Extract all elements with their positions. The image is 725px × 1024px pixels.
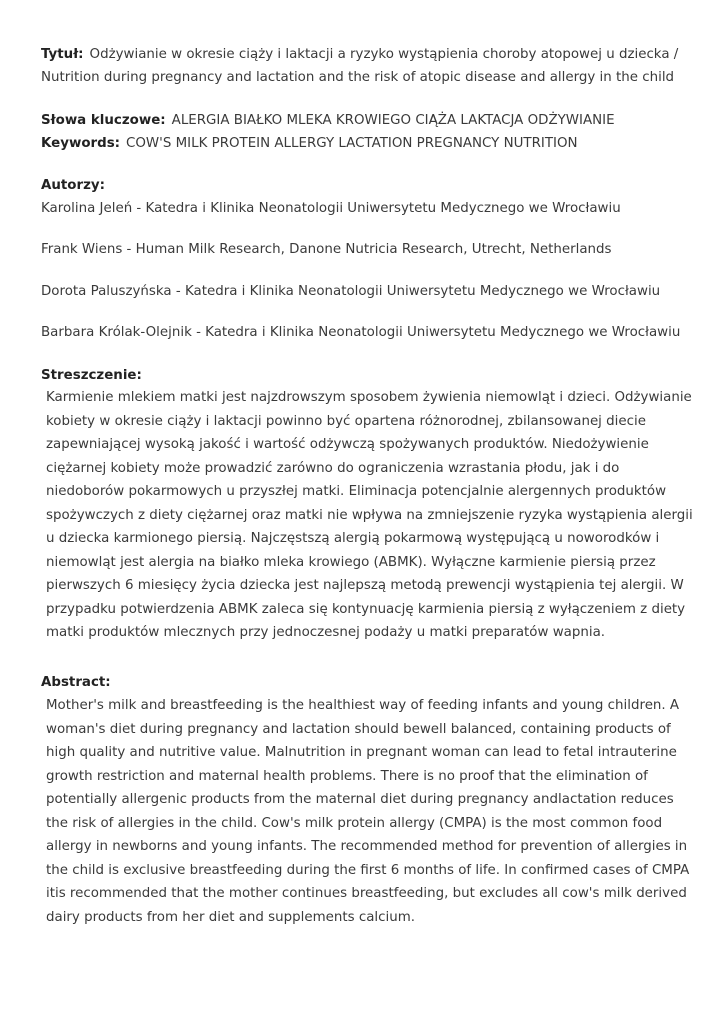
authors-section bbox=[41, 174, 681, 197]
title-text-en: Nutrition during pregnancy and lactation and the risk of atopic disease and allergy in the child bbox=[41, 70, 675, 85]
keywords-pl-label: Słowa kluczowe: bbox=[41, 113, 166, 128]
summary-pl-line: przypadku potwierdzenia ABMK zaleca się kontynuację karmienia piersią z wyłączeniem z diety bbox=[46, 601, 686, 617]
abstract-en-line: the child is exclusive breastfeeding during the first 6 months of life. In confirmed cases of CMPA bbox=[46, 862, 690, 878]
keywords-en-label: Keywords: bbox=[41, 136, 121, 151]
abstract-en-line: Mother's milk and breastfeeding is the healthiest way of feeding infants and young children. A bbox=[46, 698, 680, 713]
keywords-en bbox=[41, 132, 681, 155]
keywords-en-value: COW'S MILK PROTEIN ALLERGY LACTATION PREGNANCY NUTRITION bbox=[126, 136, 578, 151]
abstract-en-line: the risk of allergies in the child. Cow's milk protein allergy (CMPA) is the most common food bbox=[46, 815, 663, 831]
abstract-en-line: growth restriction and maternal health problems. There is no proof that the elimination of bbox=[46, 768, 648, 784]
abstract-en-line: woman's diet during pregnancy and lactation should bewell balanced, containing products of bbox=[46, 721, 671, 737]
summary-pl-heading: Streszczenie: bbox=[41, 368, 142, 383]
keywords-pl-value: ALERGIA BIAŁKO MLEKA KROWIEGO CIĄŻA LAKTACJA ODŻYWIANIE bbox=[171, 113, 615, 128]
summary-pl-line: zapewniającej wysoką jakość i wartość odżywczą spożywanych produktów. Niedożywienie bbox=[46, 437, 649, 452]
abstract-en-heading: Abstract: bbox=[41, 675, 111, 690]
summary-pl-line: ciężarnej kobiety może prowadzić zarówno do ograniczenia wzrastania płodu, jak i do bbox=[46, 460, 620, 476]
authors-label: Autorzy: bbox=[41, 178, 105, 193]
author-item: Frank Wiens - Human Milk Research, Danone Nutricia Research, Utrecht, Netherlands bbox=[41, 242, 612, 257]
abstract-en-line: itis recommended that the mother continues breastfeeding, but excludes all cow's milk derived bbox=[46, 886, 687, 901]
summary-pl-line: Karmienie mlekiem matki jest najzdrowszym sposobem żywienia niemowląt i dzieci. Odżywianie bbox=[46, 390, 692, 405]
summary-pl-line: pierwszych 6 miesięcy życia dziecka jest najlepszą metodą prewencji wystąpienia tej alergii. W bbox=[46, 578, 684, 593]
keywords-section bbox=[41, 109, 681, 155]
keywords-pl bbox=[41, 109, 681, 132]
summary-pl-line: kobiety w okresie ciąży i laktacji powinno być opartena różnorodnej, zbilansowanej diecie bbox=[46, 413, 646, 429]
abstract-en-line: dairy products from her diet and supplements calcium. bbox=[46, 909, 416, 925]
summary-pl-line: spożywczych z diety ciężarnej oraz matki nie wpływa na zmniejszenie ryzyka wystąpienia alergii bbox=[46, 507, 693, 523]
title-text-pl: Odżywianie w okresie ciąży i laktacji a ryzyko wystąpienia choroby atopowej u dziecka / bbox=[89, 47, 679, 62]
summary-pl-line: u dziecka karmionego piersią. Najczęstszą alergią pokarmową występującą u noworodków i bbox=[46, 531, 660, 546]
abstract-en-line: high quality and nutritive value. Malnutrition in pregnant woman can lead to fetal intrauterine bbox=[46, 745, 677, 760]
title-line-1 bbox=[41, 43, 681, 66]
title-section bbox=[41, 43, 681, 89]
author-item: Dorota Paluszyńska - Katedra i Klinika Neonatologii Uniwersytetu Medycznego we Wrocławiu bbox=[41, 284, 661, 299]
title-label: Tytuł: bbox=[41, 47, 84, 62]
abstract-en-body bbox=[46, 694, 690, 929]
summary-pl-line: niemowląt jest alergia na białko mleka krowiego (ABMK). Wyłączne karmienie piersią przez bbox=[46, 554, 656, 570]
author-item: Karolina Jeleń - Katedra i Klinika Neonatologii Uniwersytetu Medycznego we Wrocławiu bbox=[41, 201, 621, 216]
abstract-en-line: allergy in newborns and young infants. The recommended method for prevention of allergies in bbox=[46, 839, 688, 854]
summary-pl-line: matki produktów mlecznych przy jednoczesnej podaży u matki preparatów wapnia. bbox=[46, 625, 606, 640]
abstract-en-line: potentially allergenic products from the maternal diet during pregnancy andlactation reduces bbox=[46, 792, 674, 807]
author-item: Barbara Królak-Olejnik - Katedra i Klinika Neonatologii Uniwersytetu Medycznego we Wrocławiu bbox=[41, 325, 681, 340]
summary-pl-body bbox=[46, 386, 693, 645]
summary-pl-line: niedoborów pokarmowych u przyszłej matki. Eliminacja potencjalnie alergennych produktów bbox=[46, 484, 667, 499]
